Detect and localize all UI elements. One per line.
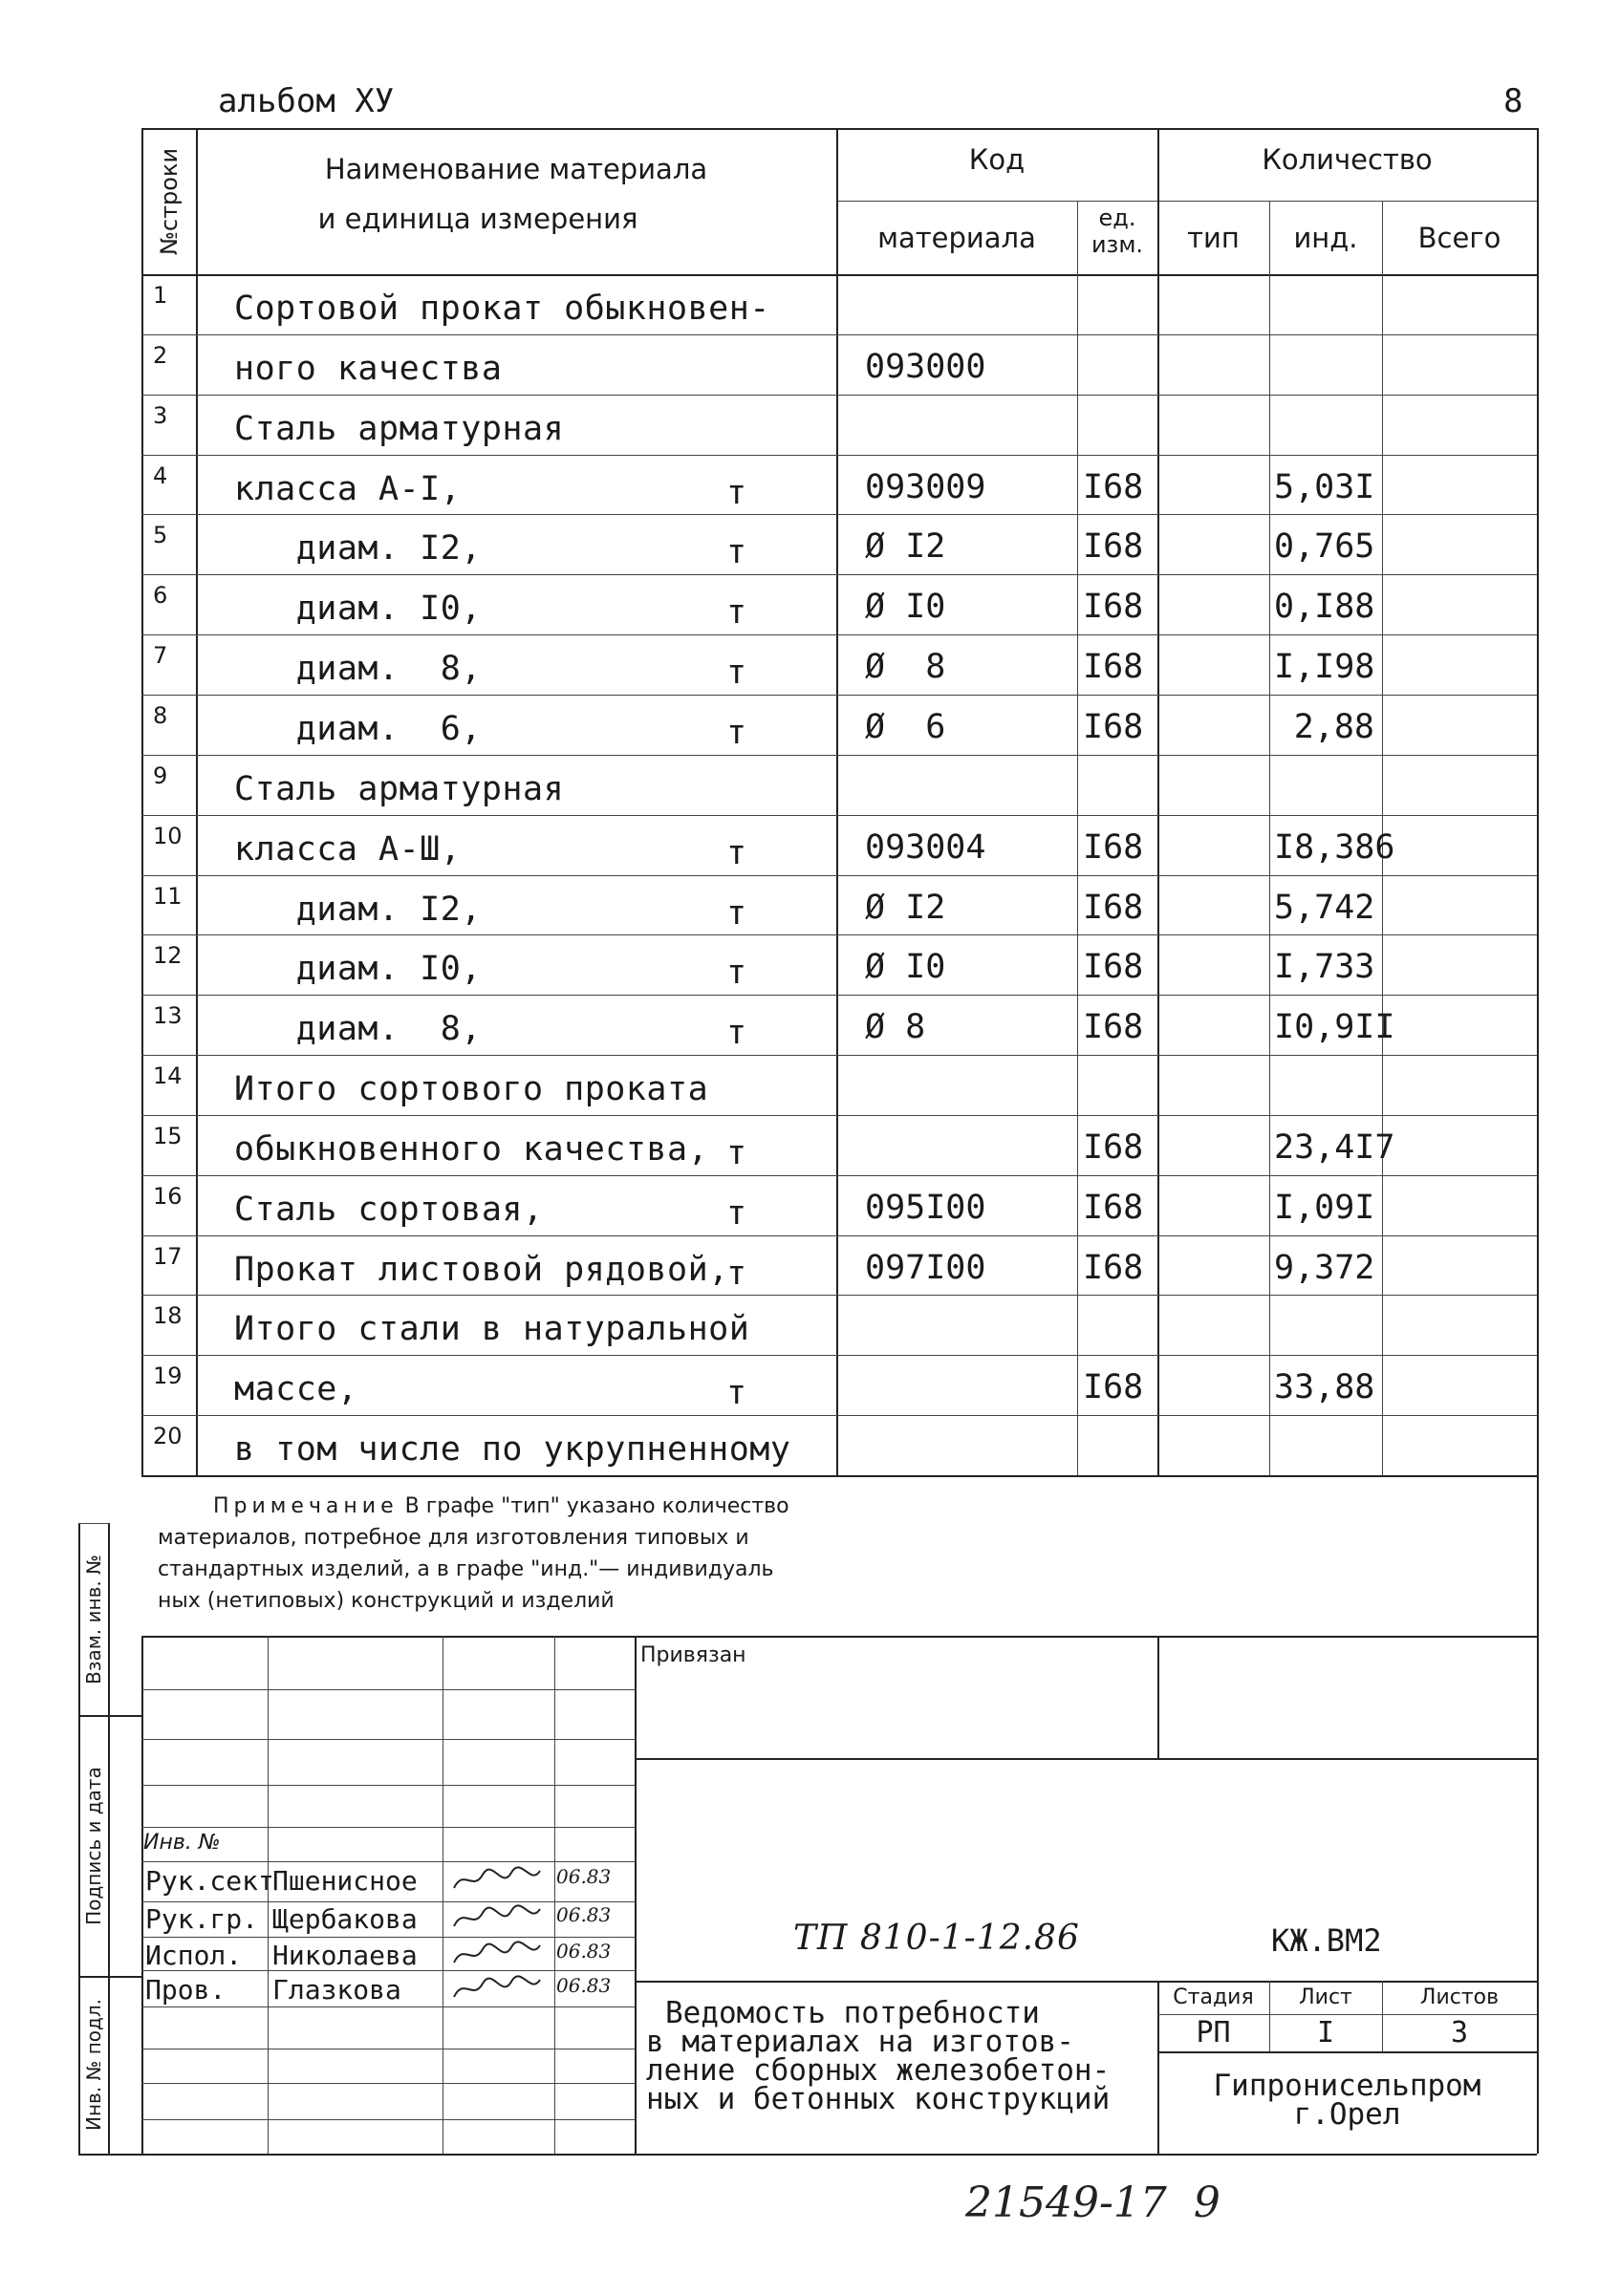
material-name: класса А-Ш, <box>234 830 462 869</box>
material-name: диам. 8, <box>234 1010 482 1048</box>
unit-code: I68 <box>1083 1189 1144 1227</box>
unit-label: т <box>726 593 747 632</box>
material-code: 093009 <box>865 468 986 506</box>
inv-no-label: Инв. № <box>143 1831 221 1855</box>
signer-date: 06.83 <box>556 1940 612 1963</box>
qty-ind: I0,9II <box>1274 1008 1395 1046</box>
name-header-line1: Наименование материала <box>324 153 708 185</box>
unit-label: т <box>726 533 747 571</box>
qty-type-header: тип <box>1187 222 1240 254</box>
row-number: 16 <box>153 1183 183 1210</box>
material-code: 097I00 <box>865 1249 986 1287</box>
signature-icon <box>449 1863 545 1896</box>
note: Примечание В графе "тип" указано количество материалов, потребное для изготовления типовых и стандартных изделий, а в графе "инд."— индивидуаль ных (нетиповых) конструкций и изделий <box>158 1494 789 1613</box>
material-name: в том числе по укрупненному <box>234 1430 791 1469</box>
material-name: ного качества <box>234 350 503 388</box>
qty-ind: I8,386 <box>1274 828 1395 867</box>
page-number: 8 <box>1503 82 1523 120</box>
stage-value: РП <box>1196 2016 1231 2049</box>
material-name: диам. I0, <box>234 950 482 988</box>
qty-ind: 0,I88 <box>1274 588 1375 626</box>
signer-name: Глазкова <box>272 1974 401 2006</box>
material-code: 093004 <box>865 828 986 867</box>
material-name: диам. I2, <box>234 891 482 929</box>
organization: Гипронисельпром г.Орел <box>1213 2069 1481 2132</box>
row-number: 10 <box>153 823 183 849</box>
signer-name: Щербакова <box>272 1903 418 1935</box>
material-name: Сталь арматурная <box>234 770 565 808</box>
code-header: Код <box>968 143 1026 176</box>
qty-ind: 5,03I <box>1274 468 1375 506</box>
material-code: Ø 8 <box>865 648 946 686</box>
unit-code: I68 <box>1083 889 1144 927</box>
signature-icon <box>449 1901 545 1934</box>
unit-label: т <box>726 1014 747 1052</box>
material-name: Итого сортового проката <box>234 1070 709 1108</box>
unit-code: I68 <box>1083 1249 1144 1287</box>
unit-code: I68 <box>1083 1368 1144 1406</box>
unit-code: I68 <box>1083 527 1144 566</box>
material-code: Ø I2 <box>865 889 946 927</box>
row-number: 19 <box>153 1363 183 1389</box>
code-unit-header: ед. изм. <box>1091 204 1144 258</box>
unit-code: I68 <box>1083 588 1144 626</box>
unit-code: I68 <box>1083 468 1144 506</box>
album-label: альбом ХУ <box>218 82 395 120</box>
quantity-header: Количество <box>1262 143 1433 176</box>
note-label: Примечание <box>213 1494 399 1518</box>
material-name: диам. I0, <box>234 590 482 628</box>
material-name: Итого стали в натуральной <box>234 1310 750 1348</box>
unit-code: I68 <box>1083 1128 1144 1167</box>
material-name: Прокат листовой рядовой, <box>234 1251 729 1289</box>
qty-ind: I,733 <box>1274 948 1375 986</box>
signer-role: Рук.гр. <box>145 1903 259 1935</box>
inv-podl-label: Инв. № подл. <box>81 1999 105 2131</box>
row-number: 1 <box>153 282 168 309</box>
signer-name: Пшенисное <box>272 1865 418 1897</box>
signer-role: Испол. <box>145 1940 243 1971</box>
material-name: диам. 6, <box>234 710 482 748</box>
row-number: 3 <box>153 402 168 429</box>
material-name: Сортовой прокат обыкновен- <box>234 290 770 328</box>
name-header-line2: и единица измерения <box>317 203 638 235</box>
signer-date: 06.83 <box>556 1974 612 1997</box>
row-number: 2 <box>153 342 168 369</box>
row-number: 8 <box>153 702 168 729</box>
signer-name: Николаева <box>272 1940 418 1971</box>
unit-code: I68 <box>1083 948 1144 986</box>
row-number: 4 <box>153 462 168 489</box>
row-number: 5 <box>153 522 168 548</box>
unit-label: т <box>726 1194 747 1233</box>
unit-label: т <box>726 714 747 752</box>
stage-label: Стадия <box>1173 1985 1254 2009</box>
signer-date: 06.83 <box>556 1903 612 1926</box>
unit-code: I68 <box>1083 708 1144 746</box>
unit-label: т <box>726 954 747 992</box>
qty-ind: 9,372 <box>1274 1249 1375 1287</box>
row-number: 6 <box>153 582 168 609</box>
qty-ind: 0,765 <box>1274 527 1375 566</box>
material-name: диам. I2, <box>234 529 482 568</box>
material-code: 093000 <box>865 348 986 386</box>
unit-code: I68 <box>1083 828 1144 867</box>
row-number: 15 <box>153 1123 183 1149</box>
signer-role: Пров. <box>145 1974 227 2006</box>
project-code: ТП 810-1-12.86 <box>793 1919 1080 1958</box>
document-title: Ведомость потребности в материалах на изготов- ление сборных железобетон- ных и бетонных конструкций <box>646 1996 1111 2116</box>
qty-ind: 2,88 <box>1293 708 1374 746</box>
unit-code: I68 <box>1083 648 1144 686</box>
row-number: 18 <box>153 1302 183 1329</box>
qty-total-header: Всего <box>1417 222 1501 254</box>
signer-role: Рук.сект <box>145 1865 274 1897</box>
sheets-label: Листов <box>1419 1985 1500 2009</box>
signer-date: 06.83 <box>556 1865 612 1888</box>
vzam-inv-label: Взам. инв. № <box>81 1554 105 1684</box>
row-number: 7 <box>153 642 168 669</box>
unit-label: т <box>726 1255 747 1293</box>
unit-label: т <box>726 654 747 692</box>
row-number: 12 <box>153 942 183 969</box>
privyazan-label: Привязан <box>640 1643 746 1667</box>
row-number: 13 <box>153 1002 183 1029</box>
sheet-label: Лист <box>1299 1985 1352 2009</box>
material-code: Ø 6 <box>865 708 946 746</box>
qty-ind-header: инд. <box>1293 222 1358 254</box>
footer-number: 21549-17 9 <box>965 2178 1220 2227</box>
material-name: массе, <box>234 1370 358 1408</box>
qty-ind: 23,4I7 <box>1274 1128 1395 1167</box>
sheet-value: I <box>1316 2016 1335 2049</box>
material-name: диам. 8, <box>234 650 482 688</box>
signature-icon <box>449 1938 545 1970</box>
row-number: 9 <box>153 762 168 789</box>
unit-label: т <box>726 1134 747 1172</box>
unit-code: I68 <box>1083 1008 1144 1046</box>
doc-code: КЖ.ВМ2 <box>1271 1922 1382 1959</box>
qty-ind: 5,742 <box>1274 889 1375 927</box>
material-code: Ø I0 <box>865 588 946 626</box>
row-number: 11 <box>153 883 183 910</box>
material-name: Сталь арматурная <box>234 410 565 448</box>
qty-ind: I,I98 <box>1274 648 1375 686</box>
material-name: Сталь сортовая, <box>234 1191 544 1229</box>
code-material-header: материала <box>877 222 1036 254</box>
row-number: 17 <box>153 1243 183 1270</box>
material-name: обыкновенного качества, <box>234 1130 709 1169</box>
material-code: Ø I0 <box>865 948 946 986</box>
material-name: класса А-I, <box>234 470 462 508</box>
signature-icon <box>449 1972 545 2005</box>
material-code: Ø 8 <box>865 1008 926 1046</box>
row-number: 20 <box>153 1423 183 1449</box>
qty-ind: I,09I <box>1274 1189 1375 1227</box>
unit-label: т <box>726 1374 747 1412</box>
unit-label: т <box>726 834 747 872</box>
qty-ind: 33,88 <box>1274 1368 1375 1406</box>
material-code: 095I00 <box>865 1189 986 1227</box>
row-number-header: №строки <box>155 147 183 255</box>
sheets-value: 3 <box>1450 2016 1469 2049</box>
row-number: 14 <box>153 1062 183 1089</box>
material-code: Ø I2 <box>865 527 946 566</box>
unit-label: т <box>726 894 747 933</box>
signature-date-label: Подпись и дата <box>81 1766 105 1925</box>
unit-label: т <box>726 474 747 512</box>
